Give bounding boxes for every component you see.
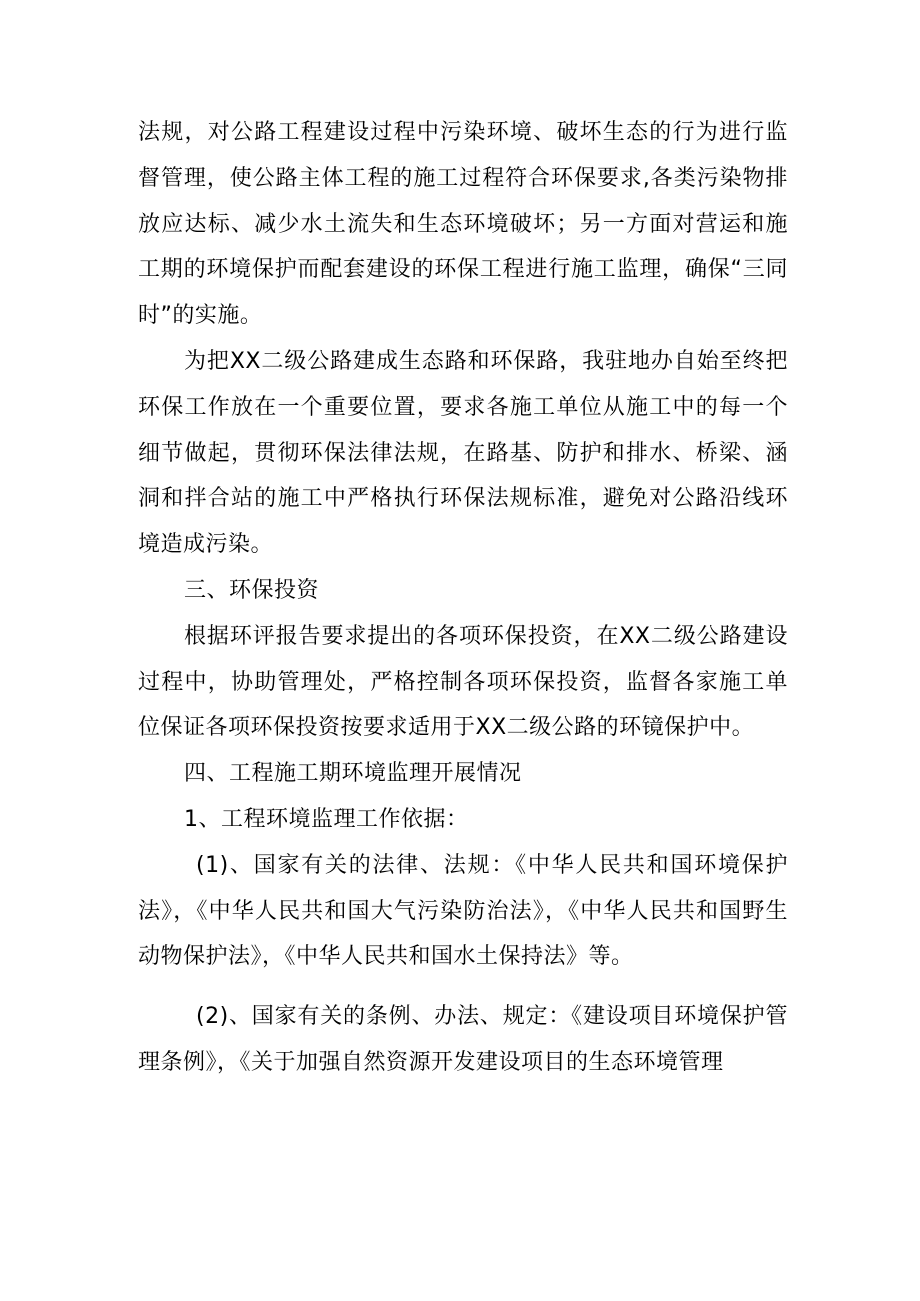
paragraph-regulations: (2)、国家有关的条例、办法、规定：《建设项目环境保护管理条例》，《关于加强自然资源开发建设项目的生态环境管理 <box>138 1004 788 1075</box>
paragraph-eco-road: 为把XX二级公路建成生态路和环保路，我驻地办自始至终把环保工作放在一个重要位置，要求各施工单位从施工中的每一个细节做起，贯彻环保法律法规，在路基、防护和排水、桥梁、涵洞和拌合站的施工中严格执行环保法规标准，避免对公路沿线环境造成污染。 <box>138 348 788 558</box>
paragraph-investment: 根据环评报告要求提出的各项环保投资，在XX二级公路建设过程中，协助管理处，严格控制各项环保投资，监督各家施工单位保证各项环保投资按要求适用于XX二级公路的环镜保护中。 <box>138 623 788 741</box>
paragraph-laws: (1)、国家有关的法律、法规：《中华人民共和国环境保护法》，《中华人民共和国大气污染防治法》，《中华人民共和国野生动物保护法》，《中华人民共和国水土保持法》等。 <box>138 852 788 970</box>
section-heading-investment: 三、环保投资 <box>184 577 320 603</box>
paragraph-continuation: 法规，对公路工程建设过程中污染环境、破坏生态的行为进行监督管理，使公路主体工程的施工过程符合环保要求,各类污染物排放应达标、减少水土流失和生态环境破坏；另一方面对营运和施工期的环境保护而配套建设的环保工程进行施工监理，确保“三同时”的实施。 <box>138 120 788 329</box>
document-body <box>138 110 788 1086</box>
subsection-heading-basis: 1、工程环境监理工作依据： <box>184 806 469 832</box>
section-heading-construction-supervision: 四、工程施工期环境监理开展情况 <box>184 761 522 787</box>
